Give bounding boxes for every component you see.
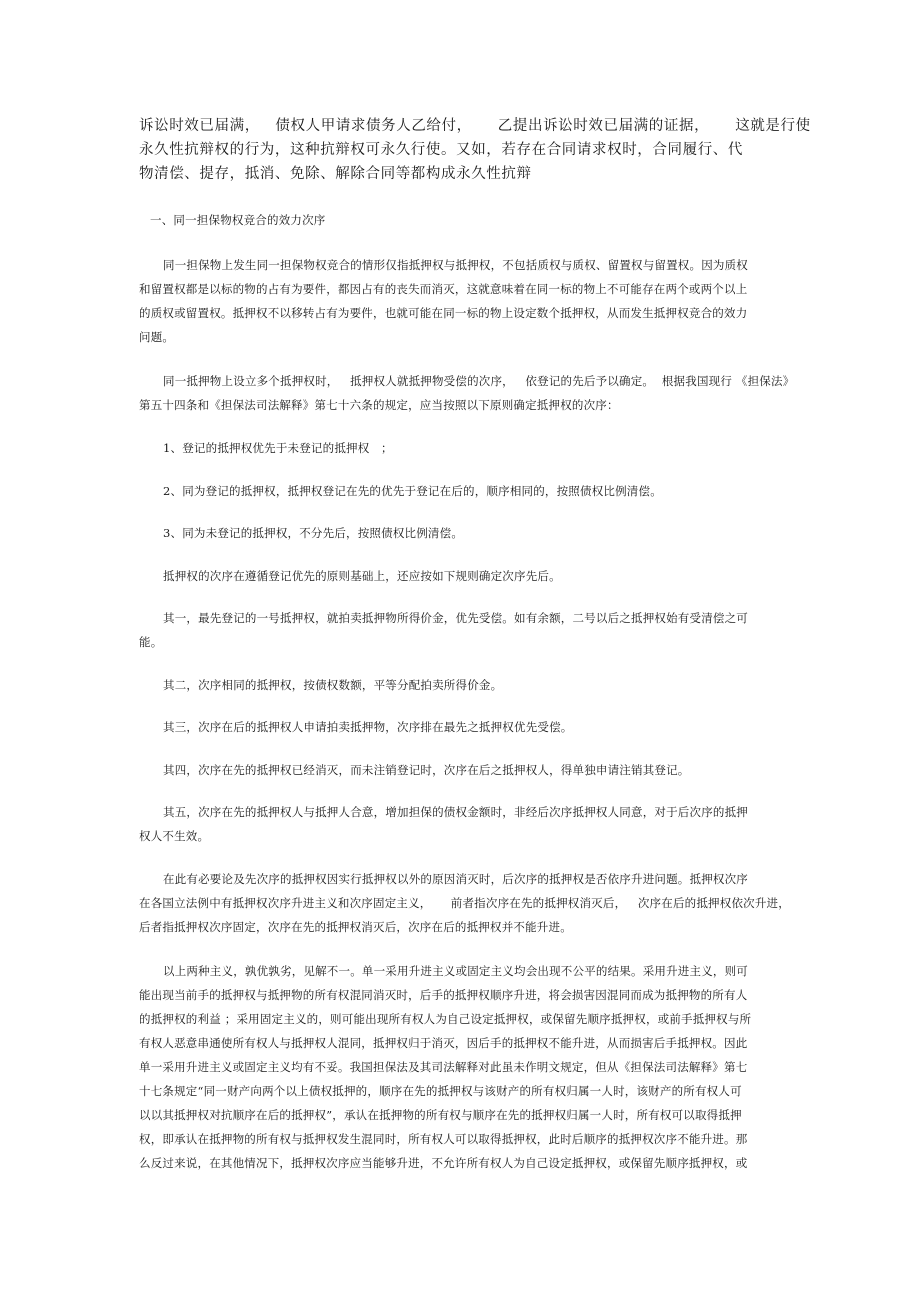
paragraph-line: 在各国立法例中有抵押权次序升进主义和次序固定主义， 前者指次序在先的抵押权消灭后， 次序在后的抵押权依次升进， (139, 896, 790, 910)
paragraph-line: 抵押权的次序在遵循登记优先的原则基础上，还应按如下规则确定次序先后。 (163, 569, 561, 583)
rule-item: 2、同为登记的抵押权，抵押权登记在先的优先于登记在后的，顺序相同的，按照债权比例清偿。 (163, 484, 662, 498)
paragraph-line: 第五十四条和《担保法司法解释》第七十六条的规定，应当按照以下原则确定抵押权的次序： (139, 398, 619, 412)
paragraph-line: 单一采用升进主义或固定主义均有不妥。我国担保法及其司法解释对此虽未作明文规定，但从《担保法司法解释》第七 (139, 1060, 748, 1074)
list-item: 其二，次序相同的抵押权，按债权数额，平等分配拍卖所得价金。 (163, 678, 503, 692)
list-item: 其五，次序在先的抵押权人与抵押人合意，增加担保的债权金额时，非经后次序抵押权人同意，对于后次序的抵押 (163, 805, 748, 819)
list-item: 其三，次序在后的抵押权人申请拍卖抵押物，次序排在最先之抵押权优先受偿。 (163, 720, 573, 734)
list-item: 其四，次序在先的抵押权已经消灭，而未注销登记时，次序在后之抵押权人，得单独申请注销其登记。 (163, 763, 690, 777)
list-item: 能。 (139, 635, 163, 649)
paragraph-line: 和留置权都是以标的物的占有为要件，都因占有的丧失而消灭，这就意味着在同一标的物上不可能存在两个或两个以上 (139, 282, 748, 296)
paragraph-line: 有权人恶意串通使所有权人与抵押权人混同，抵押权归于消灭，因后手的抵押权不能升进，从而损害后手抵押权。因此 (139, 1036, 748, 1050)
rule-item: 1、登记的抵押权优先于未登记的抵押权 ； (163, 441, 393, 455)
paragraph-line: 十七条规定“同一财产向两个以上债权抵押的，顺序在先的抵押权与该财产的所有权归属一人时，该财产的所有权人可 (139, 1084, 742, 1098)
paragraph-line: 问题。 (139, 330, 175, 344)
paragraph-line: 以上两种主义，孰优孰劣，见解不一。单一采用升进主义或固定主义均会出现不公平的结果。采用升进主义，则可 (163, 964, 748, 978)
paragraph-line: 同一抵押物上设立多个抵押权时， 抵押权人就抵押物受偿的次序， 依登记的先后予以确定。 根据我国现行 《担保法》 (163, 374, 795, 388)
section-heading: 一、同一担保物权竞合的效力次序 (150, 213, 326, 227)
intro-line: 永久性抗辩权的行为，这种抗辩权可永久行使。又如，若存在合同请求权时，合同履行、代 (139, 142, 743, 158)
paragraph-line: 权，即承认在抵押物的所有权与抵押权发生混同时，所有权人可以取得抵押权，此时后顺序的抵押权次序不能升进。那 (139, 1132, 748, 1146)
intro-line: 物清偿、提存，抵消、免除、解除合同等都构成永久性抗辩 (139, 166, 532, 182)
paragraph-line: 在此有必要论及先次序的抵押权因实行抵押权以外的原因消灭时，后次序的抵押权是否依序升进问题。抵押权次序 (163, 872, 748, 886)
paragraph-line: 同一担保物上发生同一担保物权竞合的情形仅指抵押权与抵押权，不包括质权与质权、留置权与留置权。因为质权 (163, 258, 748, 272)
list-item: 权人不生效。 (139, 829, 210, 843)
paragraph-line: 的抵押权的利益 ；采用固定主义的，则可能出现所有权人为自己设定抵押权，或保留先顺序抵押权，或前手抵押权与所 (139, 1012, 752, 1026)
rule-item: 3、同为未登记的抵押权，不分先后，按照债权比例清偿。 (163, 526, 464, 540)
paragraph-line: 以以其抵押权对抗顺序在后的抵押权”，承认在抵押物的所有权与顺序在先的抵押权归属一人时，所有权可以取得抵押 (139, 1108, 742, 1122)
paragraph-line: 么反过来说，在其他情况下，抵押权次序应当能够升进，不允许所有权人为自己设定抵押权，或保留先顺序抵押权，或 (139, 1156, 748, 1170)
list-item: 其一，最先登记的一号抵押权，就拍卖抵押物所得价金，优先受偿。如有余额，二号以后之抵押权始有受清偿之可 (163, 611, 748, 625)
paragraph-line: 后者指抵押权次序固定，次序在先的抵押权消灭后，次序在后的抵押权并不能升进。 (139, 920, 572, 934)
paragraph-line: 的质权或留置权。抵押权不以移转占有为要件，也就可能在同一标的物上设定数个抵押权，从而发生抵押权竞合的效力 (139, 306, 748, 320)
paragraph-line: 能出现当前手的抵押权与抵押物的所有权混同消灭时，后手的抵押权顺序升进，将会损害因混同而成为抵押物的所有人 (139, 988, 748, 1002)
intro-line: 诉讼时效已届满， 债权人甲请求债务人乙给付， 乙提出诉讼时效已届满的证据， 这就是行使 (139, 118, 811, 134)
